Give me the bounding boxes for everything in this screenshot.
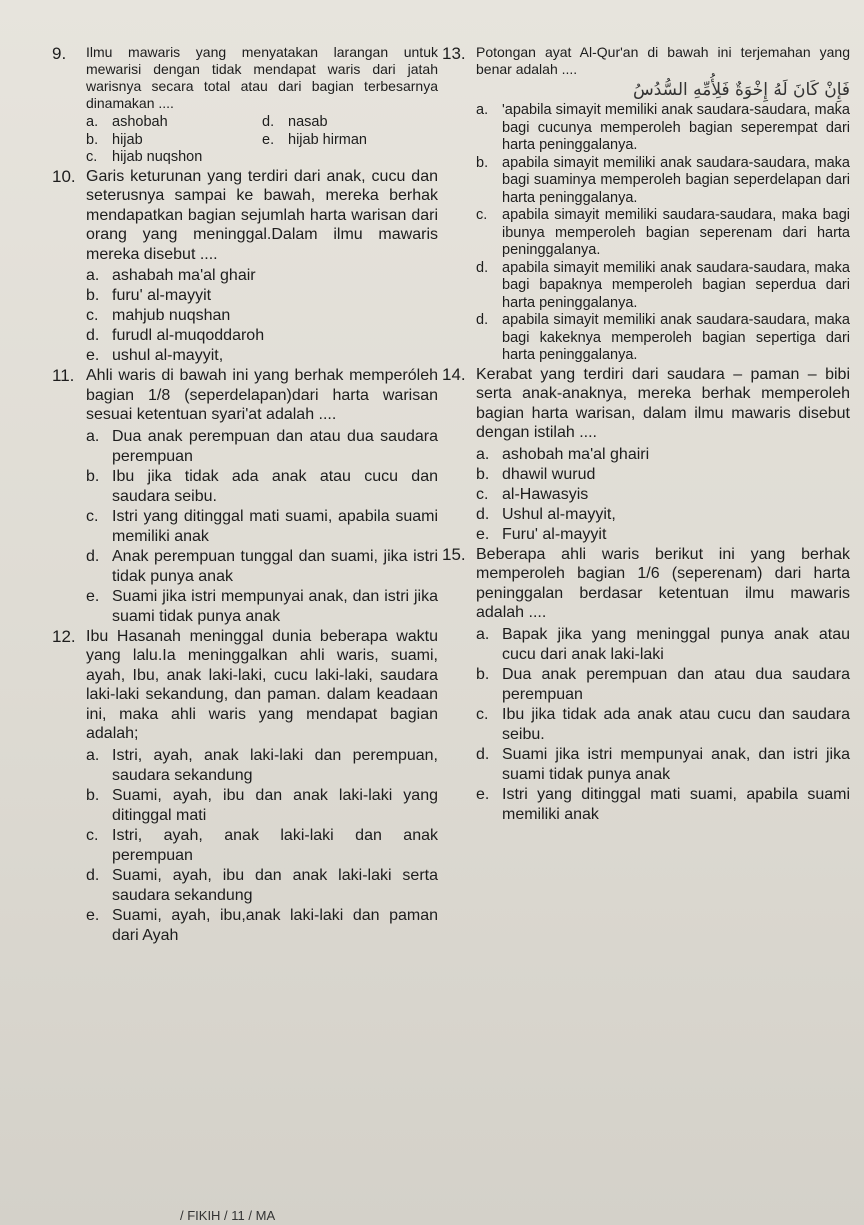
page-footer: / FIKIH / 11 / MA bbox=[180, 1208, 276, 1223]
option-e[interactable]: e. Furu' al-mayyit bbox=[476, 525, 607, 543]
option-e[interactable]: e. Suami, ayah, ibu,anak laki-laki dan paman dari Ayah bbox=[86, 906, 438, 944]
option-e[interactable]: e. ushul al-mayyit, bbox=[86, 347, 224, 364]
option-list bbox=[476, 102, 850, 365]
question-number: 10. bbox=[52, 166, 76, 186]
option-b[interactable]: b. dhawil wurud bbox=[476, 465, 596, 483]
question-number: 13. bbox=[442, 44, 466, 63]
option-a[interactable]: a. ashabah ma'al ghair bbox=[86, 267, 256, 284]
question-number: 12. bbox=[52, 626, 76, 646]
option-c[interactable]: c. Ibu jika tidak ada anak atau cucu dan saudara seibu. bbox=[476, 705, 850, 743]
option-a[interactable]: a. 'apabila simayit memiliki anak saudara-saudara, maka bagi cucunya memperoleh bagian seperempat dari harta peninggalanya. bbox=[476, 102, 850, 153]
option-d[interactable]: d. Anak perempuan tunggal dan suami, jika istri tidak punya anak bbox=[86, 547, 438, 585]
option-a[interactable]: a. ashobah ma'al ghairi bbox=[476, 445, 650, 463]
option-d-2[interactable]: d. apabila simayit memiliki anak saudara-saudara, maka bagi kakeknya memperoleh bagian sepertiga dari harta peninggalanya. bbox=[476, 312, 850, 363]
question-15 bbox=[442, 544, 850, 825]
option-e[interactable]: e. hijab hirman bbox=[262, 131, 367, 148]
option-b[interactable]: b. Suami, ayah, ibu dan anak laki-laki yang ditinggal mati bbox=[86, 786, 438, 824]
option-a[interactable]: a. Istri, ayah, anak laki-laki dan perempuan, saudara sekandung bbox=[86, 746, 438, 784]
option-list bbox=[476, 625, 850, 825]
option-list bbox=[86, 114, 438, 167]
option-d[interactable]: d. Suami jika istri mempunyai anak, dan istri jika suami tidak punya anak bbox=[476, 745, 850, 783]
option-b[interactable]: b. Ibu jika tidak ada anak atau cucu dan saudara seibu. bbox=[86, 467, 438, 505]
arabic-verse: فَإِنْ كَانَ لَهُ إِخْوَةٌ فَلِأُمِّهِ السُّدُسُ bbox=[632, 80, 850, 100]
option-list bbox=[86, 427, 438, 627]
option-c[interactable]: c. hijab nuqshon bbox=[86, 149, 203, 165]
option-c[interactable]: c. Istri yang ditinggal mati suami, apabila suami memiliki anak bbox=[86, 507, 438, 545]
option-d[interactable]: d. Suami, ayah, ibu dan anak laki-laki serta saudara sekandung bbox=[86, 866, 438, 904]
question-13 bbox=[442, 44, 850, 365]
question-stem: Ibu Hasanah meninggal dunia beberapa waktu yang lalu.Ia meninggalkan ahli waris, suami, ayah, Ibu, anak laki-laki, cucu laki-laki, saudara laki-laki sekandung, dan paman. dalam keadaan ini, maka ahli waris yang mendapat bagian adalah; bbox=[86, 627, 438, 742]
question-10 bbox=[52, 166, 438, 367]
option-d[interactable]: d. nasab bbox=[262, 114, 328, 130]
option-a[interactable]: a. ashobah bbox=[86, 114, 168, 130]
question-9 bbox=[52, 44, 438, 167]
left-column bbox=[52, 44, 438, 946]
question-stem: Ahli waris di bawah ini yang berhak memperóleh bagian 1/8 (seperdelapan)dari harta warisan sesuai ketentuan syari'at adalah .... bbox=[86, 367, 438, 423]
option-b[interactable]: b. hijab bbox=[86, 131, 143, 148]
option-e[interactable]: e. Suami jika istri mempunyai anak, dan istri jika suami tidak punya anak bbox=[86, 587, 438, 625]
option-b[interactable]: b. apabila simayit memiliki anak saudara-saudara, maka bagi suaminya memperoleh bagian seperdelapan dari harta peninggalanya. bbox=[476, 154, 850, 206]
question-stem: Kerabat yang terdiri dari saudara – paman – bibi serta anak-anaknya, mereka berhak memperoleh bagian harta warisan, dalam ilmu mawaris disebut dengan istilah .... bbox=[476, 365, 850, 441]
option-list bbox=[86, 266, 438, 366]
question-stem: Beberapa ahli waris berikut ini yang berhak memperoleh bagian 1/6 (seperenam) dari harta peninggalan berdasar ketentuan ilmu mawaris adalah .... bbox=[476, 545, 850, 621]
option-a[interactable]: a. Dua anak perempuan dan atau dua saudara perempuan bbox=[86, 427, 438, 465]
question-14 bbox=[442, 364, 850, 545]
option-d[interactable]: d. apabila simayit memiliki anak saudara-saudara, maka bagi bapaknya memperoleh bagian seperdua dari harta peninggalanya. bbox=[476, 259, 850, 311]
question-number: 9. bbox=[52, 44, 67, 63]
option-c[interactable]: c. al-Hawasyis bbox=[476, 485, 589, 503]
option-b[interactable]: b. furu' al-mayyit bbox=[86, 287, 212, 304]
question-11 bbox=[52, 366, 438, 627]
question-number: 11. bbox=[52, 366, 75, 385]
option-b[interactable]: b. Dua anak perempuan dan atau dua saudara perempuan bbox=[476, 665, 850, 703]
question-stem: Garis keturunan yang terdiri dari anak, cucu dan seterusnya sampai ke bawah, mereka berhak mendapatkan bagian sejumlah harta warisan dari orang yang meninggal.Dalam ilmu mawaris mereka disebut .... bbox=[86, 167, 438, 263]
option-d[interactable]: d. furudl al-muqoddaroh bbox=[86, 327, 265, 344]
option-d[interactable]: d. Ushul al-mayyit, bbox=[476, 505, 616, 523]
right-column bbox=[440, 44, 850, 825]
option-c[interactable]: c. mahjub nuqshan bbox=[86, 307, 231, 324]
question-number: 15. bbox=[442, 544, 466, 564]
option-c[interactable]: c. apabila simayit memiliki saudara-saudara, maka bagi ibunya memperoleh bagian seperenam dari harta peninggalanya. bbox=[476, 207, 850, 258]
option-c[interactable]: c. Istri, ayah, anak laki-laki dan anak perempuan bbox=[86, 826, 438, 864]
option-a[interactable]: a. Bapak jika yang meninggal punya anak atau cucu dari anak laki-laki bbox=[476, 625, 850, 663]
question-stem: Potongan ayat Al-Qur'an di bawah ini terjemahan yang benar adalah .... bbox=[476, 44, 850, 77]
question-stem: Ilmu mawaris yang menyatakan larangan untuk mewarisi dengan tidak mendapat waris dari jatah warisnya secara total atau dari bagian terbesarnya dinamakan .... bbox=[86, 44, 438, 111]
question-number: 14. bbox=[442, 364, 466, 384]
question-12 bbox=[52, 626, 438, 946]
option-e[interactable]: e. Istri yang ditinggal mati suami, apabila suami memiliki anak bbox=[476, 785, 850, 823]
option-list bbox=[476, 445, 850, 545]
option-list bbox=[86, 746, 438, 946]
